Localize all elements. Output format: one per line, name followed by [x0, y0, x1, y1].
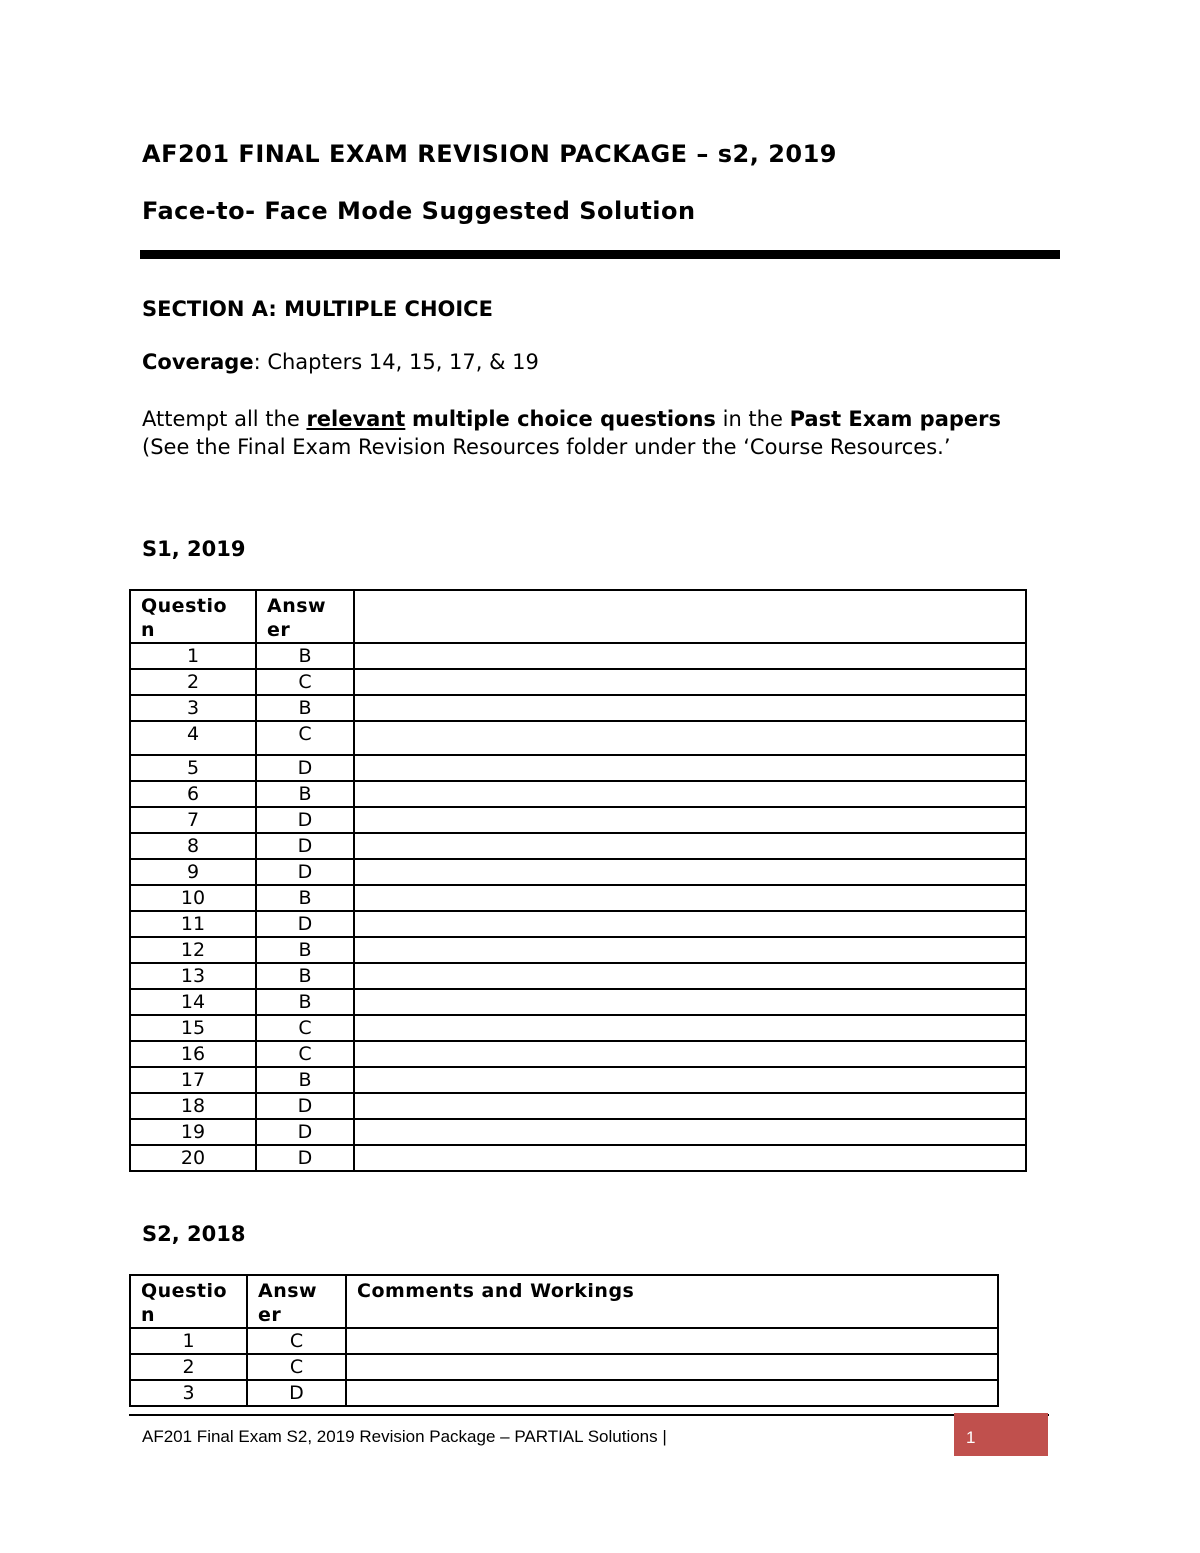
document-subtitle: Face-to- Face Mode Suggested Solution [142, 197, 696, 225]
instr-part-4: (See the Final Exam Revision Resources folder under the ‘Course Resources.’ [142, 435, 951, 459]
table-row [130, 807, 1026, 833]
question-number: 2 [130, 1354, 247, 1380]
col-question-header: Question [130, 590, 256, 643]
question-number: 12 [130, 937, 256, 963]
question-number: 20 [130, 1145, 256, 1171]
table-row [130, 963, 1026, 989]
document-title: AF201 FINAL EXAM REVISION PACKAGE – s2, 2019 [142, 140, 838, 168]
footer-divider [129, 1414, 1049, 1416]
table-row [130, 755, 1026, 781]
table-row [130, 1354, 998, 1380]
answer-cell: C [256, 1041, 354, 1067]
coverage-text: : Chapters 14, 15, 17, & 19 [253, 350, 539, 374]
comments-cell [354, 781, 1026, 807]
question-number: 14 [130, 989, 256, 1015]
question-number: 4 [130, 721, 256, 755]
question-number: 18 [130, 1093, 256, 1119]
question-number: 11 [130, 911, 256, 937]
answer-cell: D [256, 807, 354, 833]
comments-cell [354, 669, 1026, 695]
table-row [130, 669, 1026, 695]
comments-cell [354, 643, 1026, 669]
comments-cell [354, 911, 1026, 937]
table-row [130, 989, 1026, 1015]
answer-cell: D [256, 833, 354, 859]
answer-cell: D [256, 755, 354, 781]
table-header-row [130, 1275, 998, 1328]
answer-cell: D [256, 1145, 354, 1171]
comments-cell [354, 1015, 1026, 1041]
question-number: 7 [130, 807, 256, 833]
s2-2018-heading: S2, 2018 [142, 1222, 246, 1246]
instructions-paragraph [142, 405, 1042, 461]
answer-cell: B [256, 937, 354, 963]
comments-cell [354, 885, 1026, 911]
answer-cell: B [256, 643, 354, 669]
table-row [130, 1015, 1026, 1041]
instr-past-papers: Past Exam papers [789, 407, 1002, 431]
col-comments-header [354, 590, 1026, 643]
table-row [130, 781, 1026, 807]
table-row [130, 695, 1026, 721]
answer-cell: D [256, 1119, 354, 1145]
footer-text: AF201 Final Exam S2, 2019 Revision Package – PARTIAL Solutions | [142, 1427, 667, 1446]
instr-relevant: relevant [306, 407, 406, 431]
coverage-label: Coverage [142, 350, 254, 374]
table-row [130, 1041, 1026, 1067]
table-row [130, 1119, 1026, 1145]
comments-cell [354, 1145, 1026, 1171]
s1-2019-heading: S1, 2019 [142, 537, 246, 561]
answer-cell: C [247, 1354, 346, 1380]
table-row [130, 1328, 998, 1354]
table-row [130, 721, 1026, 755]
answer-cell: B [256, 1067, 354, 1093]
answer-cell: B [256, 989, 354, 1015]
comments-cell [354, 721, 1026, 755]
coverage-line [142, 350, 539, 374]
question-number: 17 [130, 1067, 256, 1093]
answer-cell: D [247, 1380, 346, 1406]
comments-cell [354, 807, 1026, 833]
table-row [130, 643, 1026, 669]
comments-cell [354, 937, 1026, 963]
question-number: 15 [130, 1015, 256, 1041]
answer-cell: C [247, 1328, 346, 1354]
comments-cell [346, 1328, 998, 1354]
comments-cell [354, 833, 1026, 859]
table-header-row [130, 590, 1026, 643]
table-row [130, 937, 1026, 963]
question-number: 5 [130, 755, 256, 781]
title-divider [140, 250, 1060, 259]
table-row [130, 1145, 1026, 1171]
answer-cell: C [256, 669, 354, 695]
comments-cell [346, 1380, 998, 1406]
answer-cell: B [256, 781, 354, 807]
table-row [130, 1067, 1026, 1093]
instr-part-1: Attempt all the [142, 407, 307, 431]
table-row [130, 833, 1026, 859]
comments-cell [354, 695, 1026, 721]
col-question-header: Question [130, 1275, 247, 1328]
comments-cell [354, 963, 1026, 989]
table-row [130, 911, 1026, 937]
col-answer-header: Answer [247, 1275, 346, 1328]
question-number: 19 [130, 1119, 256, 1145]
instr-part-2 [405, 407, 412, 431]
s1-2019-table [129, 589, 1027, 1172]
answer-cell: D [256, 911, 354, 937]
answer-cell: B [256, 695, 354, 721]
comments-cell [354, 755, 1026, 781]
table-row [130, 885, 1026, 911]
question-number: 9 [130, 859, 256, 885]
answer-cell: C [256, 1015, 354, 1041]
question-number: 1 [130, 643, 256, 669]
question-number: 1 [130, 1328, 247, 1354]
comments-cell [354, 1119, 1026, 1145]
comments-cell [354, 859, 1026, 885]
question-number: 8 [130, 833, 256, 859]
page-number: 1 [966, 1428, 976, 1447]
question-number: 3 [130, 1380, 247, 1406]
question-number: 3 [130, 695, 256, 721]
answer-cell: B [256, 963, 354, 989]
section-heading: SECTION A: MULTIPLE CHOICE [142, 297, 493, 321]
question-number: 16 [130, 1041, 256, 1067]
col-comments-header: Comments and Workings [346, 1275, 998, 1328]
instr-part-3: in the [715, 407, 790, 431]
answer-cell: D [256, 859, 354, 885]
table-row [130, 1093, 1026, 1119]
comments-cell [354, 1093, 1026, 1119]
comments-cell [354, 1067, 1026, 1093]
question-number: 2 [130, 669, 256, 695]
answer-cell: C [256, 721, 354, 755]
comments-cell [354, 989, 1026, 1015]
answer-cell: B [256, 885, 354, 911]
instr-mcq: multiple choice questions [412, 407, 716, 431]
s2-2018-table [129, 1274, 999, 1407]
comments-cell [354, 1041, 1026, 1067]
col-answer-header: Answer [256, 590, 354, 643]
question-number: 10 [130, 885, 256, 911]
question-number: 13 [130, 963, 256, 989]
table-row [130, 859, 1026, 885]
comments-cell [346, 1354, 998, 1380]
question-number: 6 [130, 781, 256, 807]
answer-cell: D [256, 1093, 354, 1119]
table-row [130, 1380, 998, 1406]
